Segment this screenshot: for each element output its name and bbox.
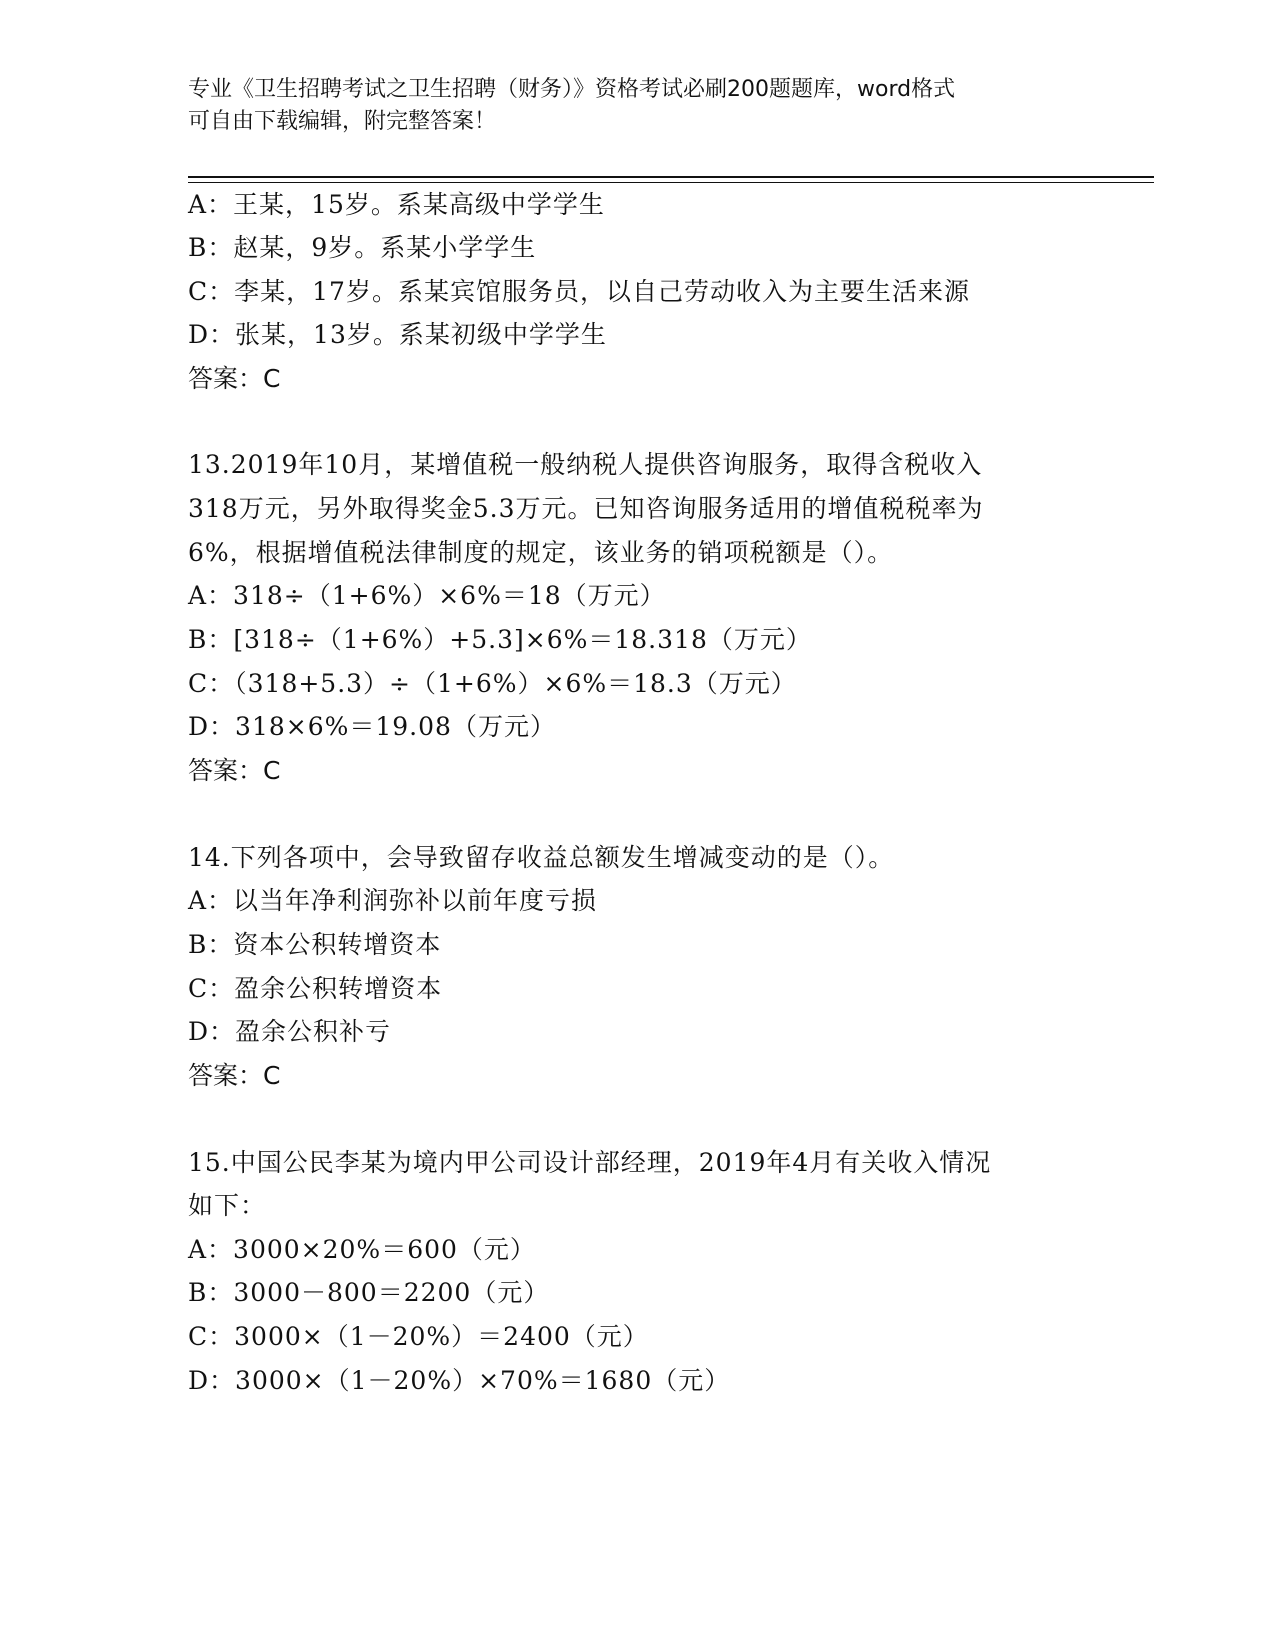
q12-option-c: C：李某，17岁。系某宾馆服务员，以自己劳动收入为主要生活来源 [188,277,970,306]
q14-option-c: C：盈余公积转增资本 [188,974,443,1003]
q14-answer: 答案：C [188,1061,281,1090]
q12-answer: 答案：C [188,364,281,393]
q14-option-b: B：资本公积转增资本 [188,930,442,959]
q12-option-b: B：赵某，9岁。系某小学学生 [188,233,537,262]
q15-option-d: D：3000×（1－20%）×70%＝1680（元） [188,1366,731,1395]
q15-stem-line-2: 如下： [188,1191,267,1220]
q14-stem-line-1: 14.下列各项中，会导致留存收益总额发生增减变动的是（）。 [188,843,895,872]
q13-stem-line-1: 13.2019年10月，某增值税一般纳税人提供咨询服务，取得含税收入 [188,450,983,479]
q13-stem-line-3: 6%，根据增值税法律制度的规定，该业务的销项税额是（）。 [188,538,894,567]
q13-option-c: C：（318+5.3）÷（1+6%）×6%＝18.3（万元） [188,669,797,698]
q15-stem-line-1: 15.中国公民李某为境内甲公司设计部经理，2019年4月有关收入情况 [188,1148,992,1177]
q13-stem-line-2: 318万元，另外取得奖金5.3万元。已知咨询服务适用的增值税税率为 [188,494,984,523]
q15-option-a: A：3000×20%＝600（元） [188,1235,536,1264]
q14-option-d: D：盈余公积补亏 [188,1017,392,1046]
header-divider-thin [188,182,1154,183]
q13-answer: 答案：C [188,756,281,785]
document-header [188,74,1088,138]
q13-option-b: B：[318÷（1+6%）+5.3]×6%＝18.318（万元） [188,625,812,654]
q15-option-c: C：3000×（1－20%）＝2400（元） [188,1322,649,1351]
header-divider-thick [188,176,1154,178]
header-line-2: 可自由下载编辑，附完整答案！ [188,109,497,134]
q12-option-d: D：张某，13岁。系某初级中学学生 [188,320,607,349]
header-line-1: 专业《卫生招聘考试之卫生招聘（财务）》资格考试必刷200题题库，word格式 [188,77,956,102]
q13-option-a: A：318÷（1+6%）×6%＝18（万元） [188,581,666,610]
q14-option-a: A：以当年净利润弥补以前年度亏损 [188,886,598,915]
q13-option-d: D：318×6%＝19.08（万元） [188,712,556,741]
q12-option-a: A：王某，15岁。系某高级中学学生 [188,190,605,219]
q15-option-b: B：3000－800＝2200（元） [188,1278,550,1307]
